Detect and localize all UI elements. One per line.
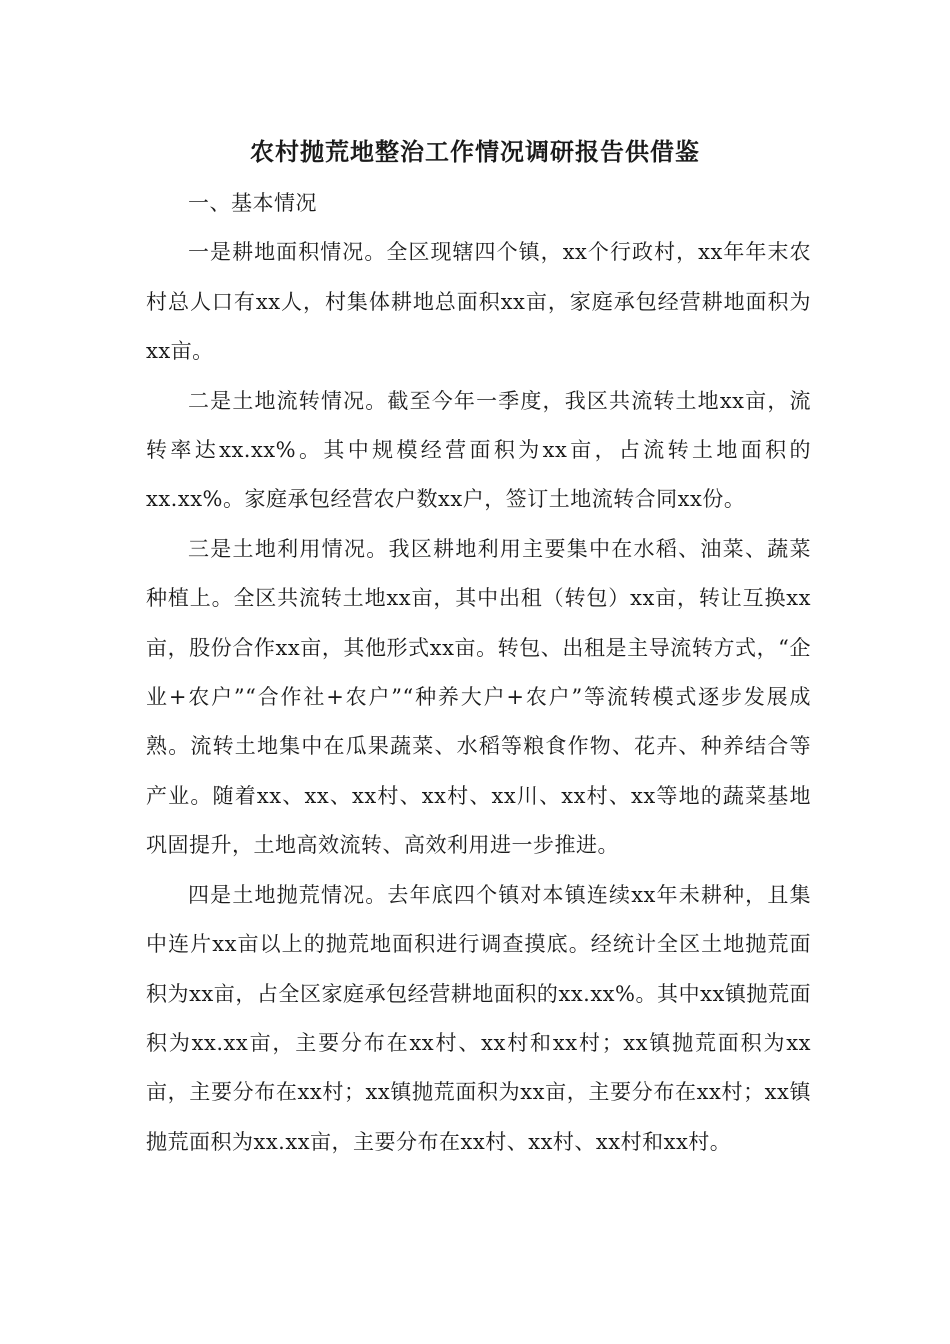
paragraph-land-use: 三是土地利用情况。我区耕地利用主要集中在水稻、油菜、蔬菜种植上。全区共流转土地xx亩，其中出租（转包）xx亩，转让互换xx亩，股份合作xx亩，其他形式xx亩。转包、出租是主导流转方式，“企业+农户”“合作社+农户”“种养大户+农户”等流转模式逐步发展成熟。流转土地集中在瓜果蔬菜、水稻等粮食作物、花卉、种养结合等产业。随着xx、xx、xx村、xx村、xx川、xx村、xx等地的蔬菜基地巩固提升，土地高效流转、高效利用进一步推进。	[146, 536, 811, 858]
document-title: 农村抛荒地整治工作情况调研报告供借鉴	[250, 137, 700, 166]
paragraph-abandoned-land: 四是土地抛荒情况。去年底四个镇对本镇连续xx年未耕种，且集中连片xx亩以上的抛荒地面积进行调查摸底。经统计全区土地抛荒面积为xx亩，占全区家庭承包经营耕地面积的xx.xx%。其中xx镇抛荒面积为xx.xx亩，主要分布在xx村、xx村和xx村；xx镇抛荒面积为xx亩，主要分布在xx村；xx镇抛荒面积为xx亩，主要分布在xx村；xx镇抛荒面积为xx.xx亩，主要分布在xx村、xx村、xx村和xx村。	[146, 882, 811, 1154]
document-body	[146, 179, 811, 1167]
paragraph-land-transfer: 二是土地流转情况。截至今年一季度，我区共流转土地xx亩，流转率达xx.xx%。其中规模经营面积为xx亩，占流转土地面积的xx.xx%。家庭承包经营农户数xx户，签订土地流转合同xx份。	[146, 388, 811, 512]
section-heading-basic-situation: 一、基本情况	[188, 191, 317, 215]
paragraph-farmland-area: 一是耕地面积情况。全区现辖四个镇，xx个行政村，xx年年末农村总人口有xx人，村集体耕地总面积xx亩，家庭承包经营耕地面积为xx亩。	[146, 240, 811, 364]
